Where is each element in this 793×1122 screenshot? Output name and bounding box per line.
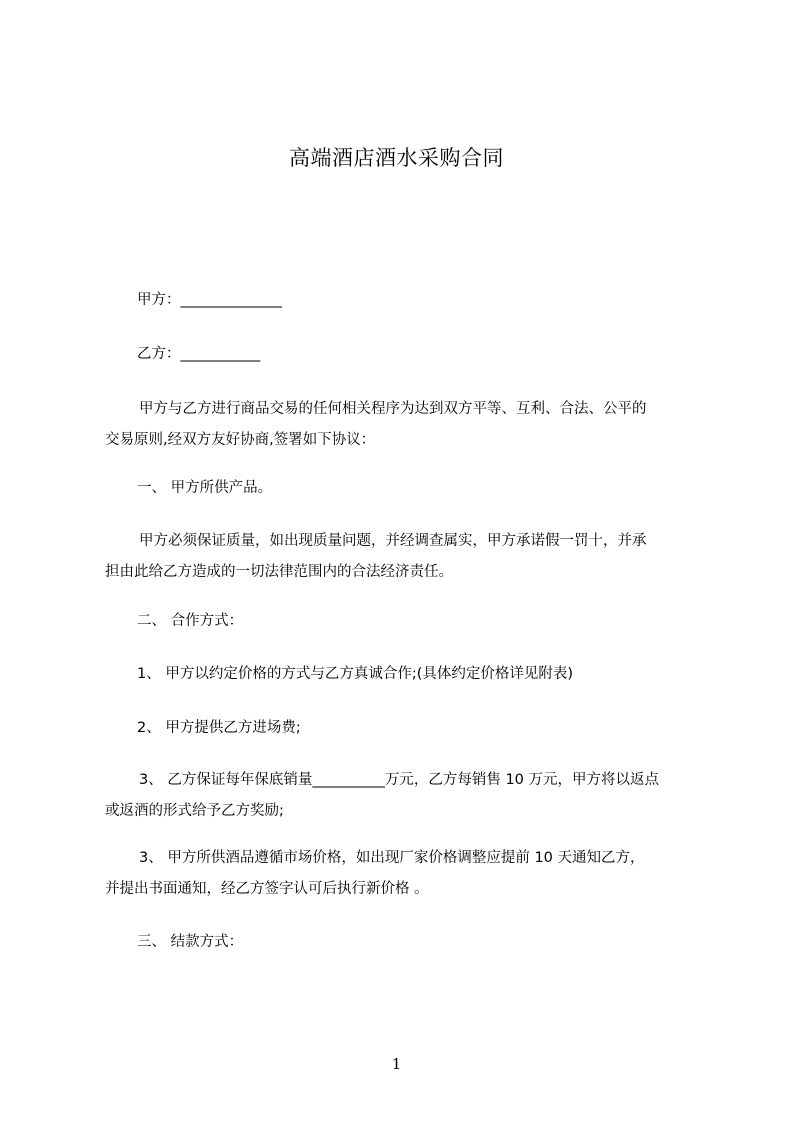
section-2-heading: 二、 合作方式： [137, 613, 244, 629]
section-2-item-4-line-2: 并提出书面通知，经乙方签字认可后执行新价格 。 [105, 881, 429, 897]
section-2-item-2: 2、 甲方提供乙方进场费; [137, 720, 301, 736]
intro-line-1: 甲方与乙方进行商品交易的任何相关程序为达到双方平等、互利、合法、公平的 [139, 401, 647, 417]
section-1-body-line-1: 甲方必须保证质量，如出现质量问题，并经调查属实，甲方承诺假一罚十，并承 [139, 533, 647, 549]
party-a-line: 甲方：______________ [137, 292, 282, 308]
intro-paragraph [105, 394, 705, 456]
section-1-body-line-2: 担由此给乙方造成的一切法律范围内的合法经济责任。 [105, 564, 453, 580]
section-2-item-4 [105, 843, 705, 905]
intro-line-2: 交易原则,经双方友好协商,签署如下协议： [105, 432, 376, 448]
document-title: 高端酒店酒水采购合同 [289, 146, 504, 170]
section-2-item-3 [105, 765, 705, 827]
page-number: 1 [391, 1055, 402, 1073]
section-3-heading: 三、 结款方式： [137, 934, 244, 950]
section-2-item-3-line-1: 3、 乙方保证每年保底销量__________万元，乙方每销售 10 万元，甲方将以返点 [139, 772, 660, 788]
party-b-line: 乙方：___________ [137, 346, 261, 362]
section-1-body [105, 526, 705, 588]
section-2-item-3-line-2: 或返酒的形式给予乙方奖励; [105, 803, 284, 819]
section-1-heading: 一、 甲方所供产品。 [137, 480, 273, 496]
section-2-item-1: 1、 甲方以约定价格的方式与乙方真诚合作;(具体约定价格详见附表) [137, 666, 574, 682]
section-2-item-4-line-1: 3、 甲方所供酒品遵循市场价格，如出现厂家价格调整应提前 10 天通知乙方， [139, 850, 645, 866]
